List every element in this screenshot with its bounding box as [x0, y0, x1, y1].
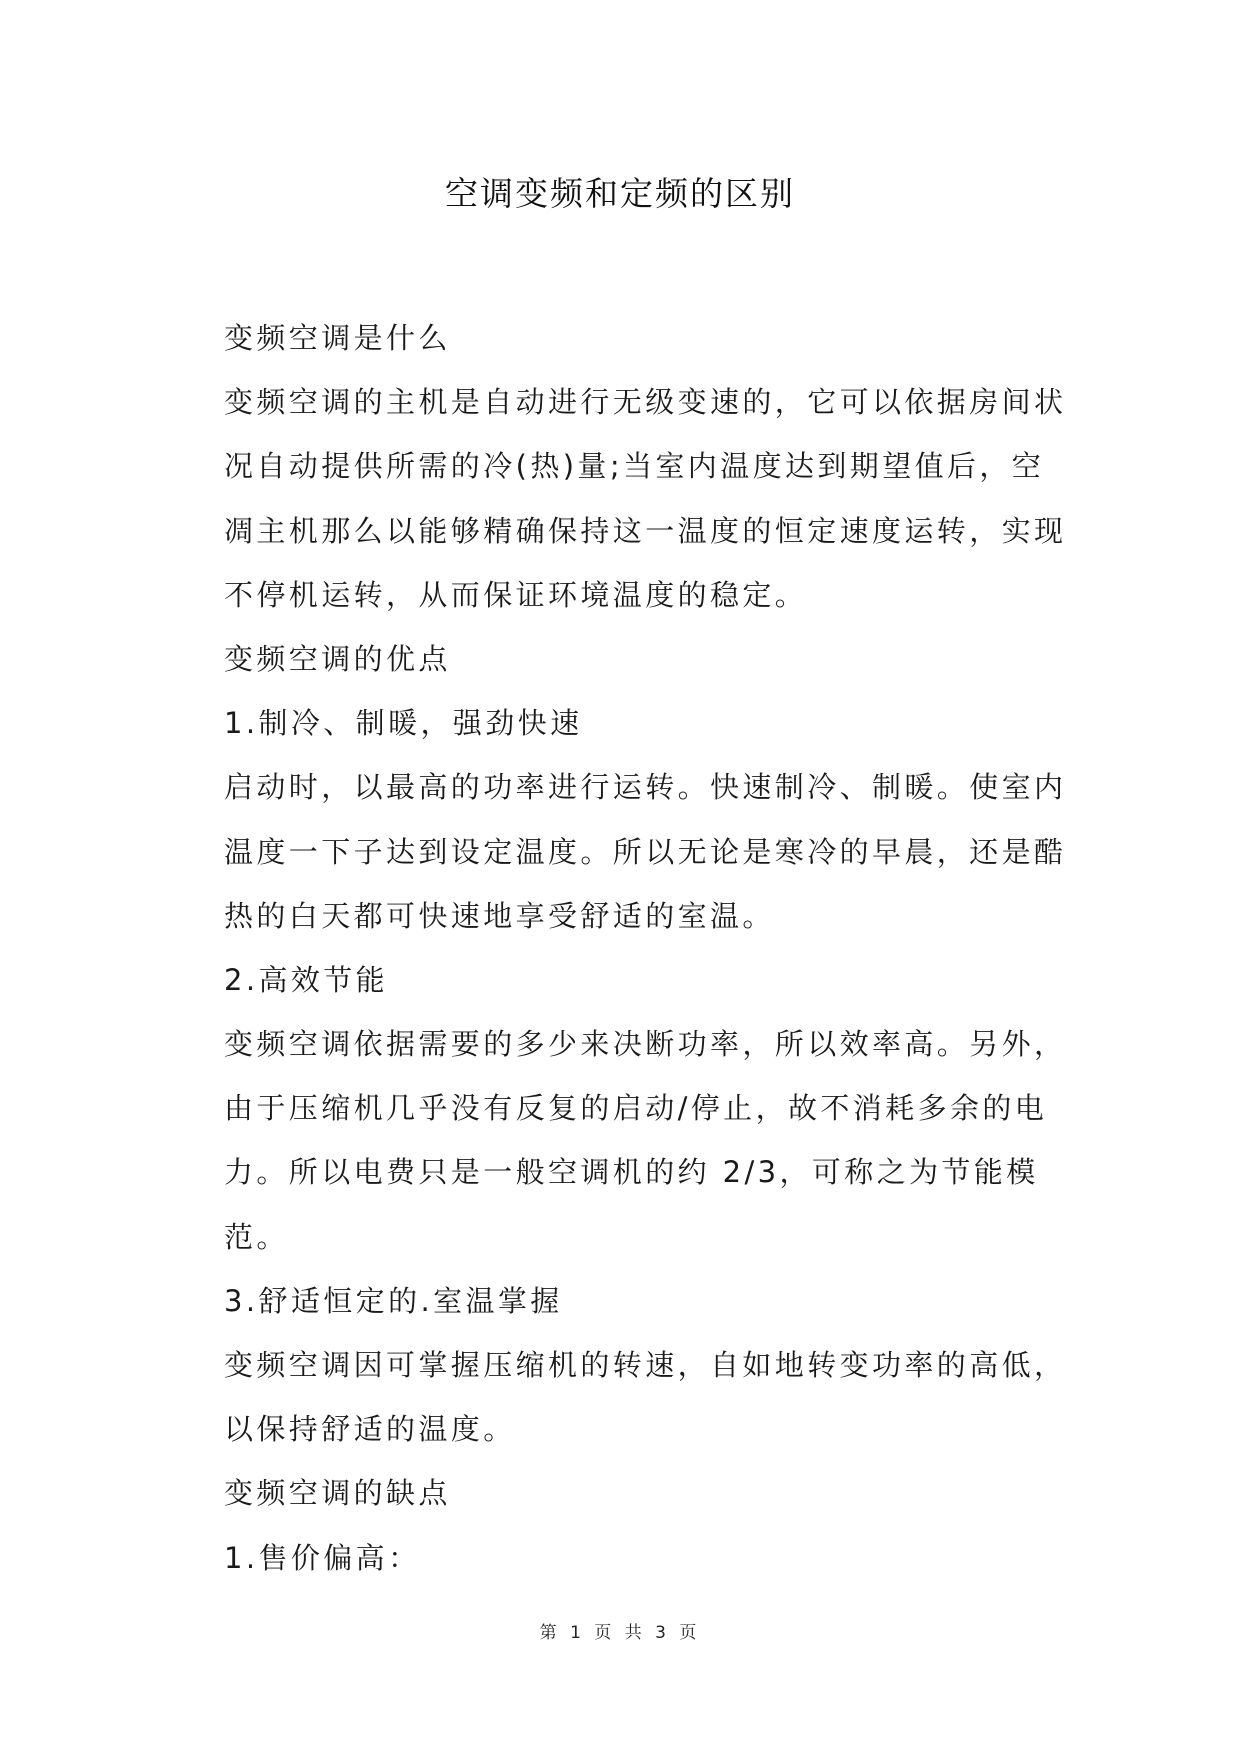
list-item-heading: 1.制冷、制暖，强劲快速 — [224, 706, 583, 741]
list-item-heading: 3.舒适恒定的.室温掌握 — [224, 1283, 563, 1318]
list-item-heading: 2.高效节能 — [224, 962, 389, 997]
paragraph-line: 以保持舒适的温度。 — [224, 1412, 516, 1447]
paragraph-line: 变频空调的主机是自动进行无级变速的，它可以依据房间状 — [224, 385, 1067, 420]
section-heading-disadvantages: 变频空调的缺点 — [224, 1476, 451, 1511]
paragraph-line: 况自动提供所需的冷(热)量;当室内温度达到期望值后，空 — [224, 449, 1045, 484]
paragraph-line: 凋主机那么以能够精确保持这一温度的恒定速度运转，实现 — [224, 513, 1067, 548]
document-body — [224, 306, 1084, 1590]
paragraph-line: 热的白天都可快速地享受舒适的室温。 — [224, 898, 775, 933]
paragraph-line: 温度一下子达到设定温度。所以无论是寒冷的早晨，还是酷 — [224, 834, 1067, 869]
page-number-footer: 第 1 页 共 3 页 — [539, 1623, 701, 1643]
page-title: 空调变频和定频的区别 — [445, 174, 795, 213]
paragraph-line: 不停机运转，从而保证环境温度的稳定。 — [224, 577, 808, 612]
paragraph-line: 变频空调因可掌握压缩机的转速，自如地转变功率的高低， — [224, 1348, 1067, 1382]
paragraph-line: 变频空调依据需要的多少来决断功率，所以效率高。另外， — [224, 1027, 1067, 1062]
paragraph-line: 范。 — [224, 1219, 289, 1254]
paragraph-line: 由于压缩机几乎没有反复的启动/停止，故不消耗多余的电 — [224, 1091, 1048, 1126]
section-heading-what-is: 变频空调是什么 — [224, 321, 451, 355]
section-heading-advantages: 变频空调的优点 — [224, 641, 451, 676]
paragraph-line: 启动时，以最高的功率进行运转。快速制冷、制暖。使室内 — [224, 770, 1067, 805]
list-item-heading: 1.售价偏高： — [224, 1540, 421, 1575]
paragraph-line: 力。所以电费只是一般空调机的约 2/3，可称之为节能模 — [224, 1155, 1039, 1190]
